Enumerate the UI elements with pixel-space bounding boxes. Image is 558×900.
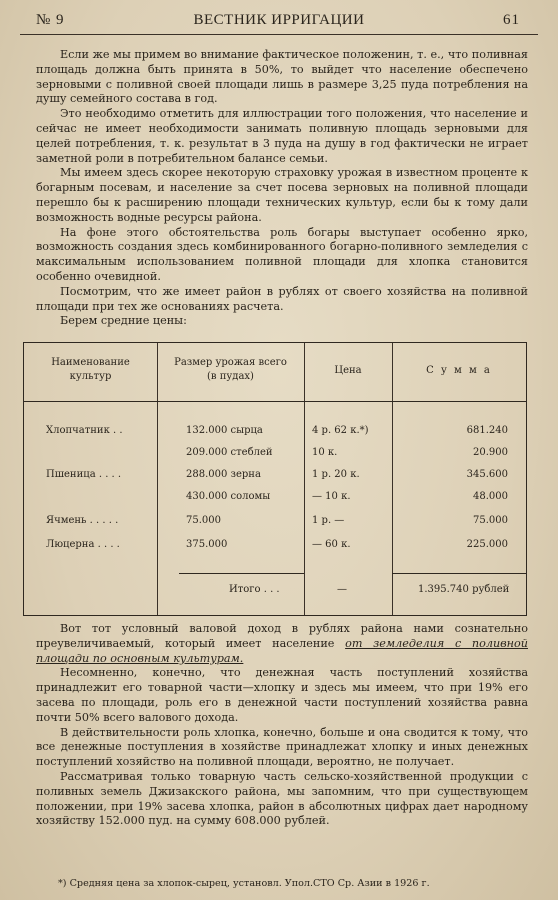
paragraph: Берем средние цены: — [60, 314, 187, 328]
cell-yield: 288.000 зерна — [186, 469, 261, 480]
cell-crop: Ячмень . . . . . — [46, 515, 119, 526]
paragraph: Если же мы примем во внимание фактическое положенин, т. е., что поливная площадь должна быть принята в 50%, то выйдет что население обеспечено зерновыми с поливной своей площади лишь в размере 3,25 пуда потребления на душу семейного состава в год. — [36, 48, 528, 106]
cell-price: 4 р. 62 к.*) — [312, 425, 369, 436]
cell-sum: 345.600 — [466, 469, 508, 480]
cell-yield: 209.000 стеблей — [186, 447, 273, 458]
footnote: *) Средняя цена за хлопок-сырец, установл. Упол.СТО Ср. Азии в 1926 г. — [58, 878, 430, 889]
header-price: Цена — [334, 365, 362, 376]
cell-yield: 375.000 — [186, 539, 228, 550]
paragraph: Посмотрим, что же имеет район в рублях от своего хозяйства на поливной площади при тех же основаниях расчета. — [36, 284, 528, 313]
cell-price: 1 р. 20 к. — [312, 469, 360, 480]
paragraph-text: Вот тот условный валовой доход в рублях района нами сознательно преувеличиваемый, который имеет население — [36, 622, 528, 650]
header-crop — [24, 356, 157, 384]
cell-sum: 20.900 — [473, 447, 508, 458]
cell-sum: 75.000 — [473, 515, 508, 526]
cell-yield: 132.000 сырца — [186, 425, 263, 436]
paragraph: Несомненно, конечно, что денежная часть поступлений хозяйства принадлежит его товарной части—хлопку и здесь мы имеем, что при 19% его засева по площади, роль его в денежной части поступлений хозяйства равна почти 50% всего валового дохода. — [36, 666, 528, 724]
cell-crop: Хлопчатник . . — [46, 425, 123, 436]
crop-income-table — [23, 342, 527, 616]
page-number: 61 — [503, 12, 520, 28]
paragraph: Это необходимо отметить для иллюстрации того положения, что население и сейчас не имеет необходимости занимать поливную площадь зерновыми для целей потребления, т. к. результат в 3 пуда на душу в год фактически не играет заметной роли в потребительном балансе семьи. — [36, 107, 528, 165]
total-rule — [392, 573, 526, 574]
header-yield-line1: Размер урожая всего — [174, 357, 287, 368]
cell-yield: 430.000 соломы — [186, 491, 271, 502]
running-header — [20, 8, 538, 35]
total-price: — — [337, 584, 347, 595]
header-crop-line1: Наименование — [51, 357, 130, 368]
emphasis-text: от земледелия с поливной площади по основным культурам. — [36, 636, 528, 665]
column-divider — [304, 343, 305, 615]
paragraph: Рассматривая только товарную часть сельско-хозяйственной продукции с поливных земель Джизакского района, мы запомним, что при существующем положении, при 19% засева хлопка, район в абсолютных цифрах дает народному хозяйству 152.000 пуд. на сумму 608.000 рублей. — [36, 769, 528, 828]
total-sum: 1.395.740 рублей — [418, 584, 510, 595]
paragraph: На фоне этого обстоятельства роль богары выступает особенно ярко, возможность создания здесь комбинированного богарно-поливного земледелия с максимальным использованием поливной площади для хлопка становится особенно очевидной. — [36, 225, 528, 283]
journal-title: ВЕСТНИК ИРРИГАЦИИ — [193, 12, 365, 28]
total-rule — [179, 573, 304, 574]
cell-sum: 681.240 — [466, 425, 508, 436]
paragraph: В действительности роль хлопка, конечно, больше и она сводится к тому, что все денежные поступления в хозяйстве принадлежат хлопку и иных денежных поступлений хозяйство на поливной площади, вероятно, не получает. — [36, 725, 528, 769]
cell-yield: 75.000 — [186, 515, 221, 526]
issue-number: № 9 — [36, 12, 65, 28]
header-crop-line2: культур — [69, 371, 112, 382]
text-block-bottom — [36, 622, 528, 829]
cell-price: 10 к. — [312, 447, 338, 458]
cell-crop: Люцерна . . . . — [46, 539, 120, 550]
cell-crop: Пшеница . . . . — [46, 469, 122, 480]
cell-sum: 48.000 — [473, 491, 508, 502]
header-sum: С у м м а — [426, 365, 492, 376]
cell-price: — 60 к. — [312, 539, 351, 550]
paragraph — [36, 622, 528, 666]
header-yield-line2: (в пудах) — [207, 371, 254, 382]
header-rule — [24, 401, 526, 402]
text-block-top — [36, 48, 528, 329]
paragraph: Мы имеем здесь скорее некоторую страховку урожая в известном проценте к богарным посевам, и население за счет посева зерновых на поливной площади перешло бы к расширению площади технических культур, если бы к тому дали возможность водные ресурсы района. — [36, 166, 528, 224]
cell-sum: 225.000 — [466, 539, 508, 550]
cell-price: 1 р. — — [312, 515, 345, 526]
cell-price: — 10 к. — [312, 491, 351, 502]
total-label: Итого . . . — [229, 584, 280, 595]
header-yield — [157, 356, 304, 384]
